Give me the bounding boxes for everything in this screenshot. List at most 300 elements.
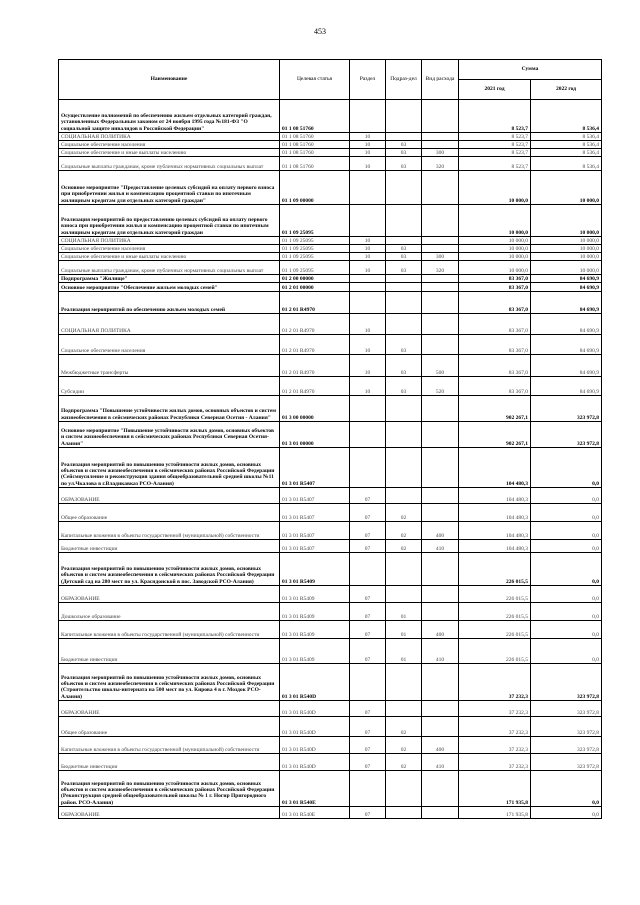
header-expense-type: Вид расхода <box>422 60 459 100</box>
row-sum-2021: 226 015,5 <box>459 586 531 603</box>
row-target-code: 01 1 08 51760 <box>280 157 350 171</box>
row-target-code: 01 3 01 R5407 <box>280 540 350 553</box>
table-row <box>59 807 602 819</box>
row-sum-2021: 83 367,0 <box>459 275 531 283</box>
row-subsection <box>386 275 422 283</box>
row-sum-2022: 8 536,4 <box>531 149 602 157</box>
row-subsection <box>386 701 422 717</box>
row-target-code: 01 3 01 R5409 <box>280 553 350 586</box>
row-sum-2021: 8 523,7 <box>459 141 531 149</box>
row-sum-2022: 8 536,4 <box>531 157 602 171</box>
row-section: 07 <box>350 621 386 639</box>
row-section <box>350 171 386 205</box>
table-row <box>59 253 602 261</box>
row-section <box>350 396 386 422</box>
row-section: 10 <box>350 335 386 355</box>
row-subsection <box>386 586 422 603</box>
row-expense-type: 300 <box>422 149 459 157</box>
row-sum-2022: 84 690,9 <box>531 335 602 355</box>
row-name: Основное мероприятие "Обеспечение жильем молодых семей" <box>59 283 280 292</box>
row-sum-2021: 10 000,0 <box>459 261 531 275</box>
row-expense-type <box>422 422 459 448</box>
header-target: Целевая статья <box>280 60 350 100</box>
row-expense-type <box>422 292 459 314</box>
row-subsection <box>386 488 422 504</box>
row-subsection <box>386 100 422 133</box>
row-section <box>350 664 386 701</box>
row-name: Основное мероприятие "Повышение устойчивости жилых домов, основных объектов и систем жизнеобеспечения в сейсмических районах Республики Северная Осетия-Алания" <box>59 422 280 448</box>
row-name: Капитальные вложения в объекты государственной (муниципальной) собственности <box>59 621 280 639</box>
row-sum-2022: 84 690,9 <box>531 283 602 292</box>
row-subsection <box>386 664 422 701</box>
row-target-code: 01 2 01 R4970 <box>280 335 350 355</box>
table-row <box>59 149 602 157</box>
row-name: Подпрограмма "Жилище" <box>59 275 280 283</box>
row-section: 10 <box>350 245 386 253</box>
row-section: 10 <box>350 355 386 377</box>
table-row <box>59 448 602 488</box>
row-section: 10 <box>350 253 386 261</box>
row-subsection <box>386 237 422 245</box>
row-name: ОБРАЗОВАНИЕ <box>59 488 280 504</box>
row-target-code: 01 1 08 51760 <box>280 149 350 157</box>
row-sum-2022: 323 972,8 <box>531 754 602 771</box>
row-sum-2021: 83 367,0 <box>459 355 531 377</box>
row-sum-2021: 104 480,3 <box>459 504 531 522</box>
row-target-code: 01 3 01 R540D <box>280 701 350 717</box>
row-section <box>350 771 386 807</box>
row-expense-type <box>422 603 459 621</box>
row-expense-type <box>422 245 459 253</box>
row-section <box>350 205 386 237</box>
row-sum-2021: 10 000,0 <box>459 253 531 261</box>
row-section <box>350 100 386 133</box>
row-target-code: 01 1 09 25095 <box>280 205 350 237</box>
row-section: 07 <box>350 717 386 737</box>
row-target-code: 01 3 01 R5407 <box>280 448 350 488</box>
row-name: Социальное обеспечение и иные выплаты населению <box>59 253 280 261</box>
row-sum-2022: 0,0 <box>531 488 602 504</box>
row-sum-2021: 37 232,3 <box>459 664 531 701</box>
row-section: 07 <box>350 737 386 754</box>
row-sum-2021: 902 267,1 <box>459 396 531 422</box>
row-subsection: 01 <box>386 639 422 664</box>
row-name: Дошкольное образование <box>59 603 280 621</box>
row-section: 07 <box>350 504 386 522</box>
row-expense-type: 320 <box>422 157 459 171</box>
row-name: Капитальные вложения в объекты государственной (муниципальной) собственности <box>59 737 280 754</box>
row-sum-2021: 8 523,7 <box>459 100 531 133</box>
row-expense-type <box>422 283 459 292</box>
row-target-code: 01 2 00 00000 <box>280 275 350 283</box>
row-sum-2022: 10 000,0 <box>531 171 602 205</box>
row-expense-type <box>422 488 459 504</box>
row-name: Социальные выплаты гражданам, кроме публичных нормативных социальных выплат <box>59 261 280 275</box>
row-subsection: 01 <box>386 603 422 621</box>
row-subsection <box>386 448 422 488</box>
row-sum-2022: 323 972,8 <box>531 701 602 717</box>
row-name: Реализация мероприятий по предоставлению целевых субсидий на оплату первого взноса при приобретении жилья и компенсацию процентной ставки по ипотечным жилищным кредитам для отдельных категорий граждан <box>59 205 280 237</box>
row-sum-2021: 8 523,7 <box>459 149 531 157</box>
row-sum-2021: 83 367,0 <box>459 283 531 292</box>
row-subsection: 03 <box>386 335 422 355</box>
row-sum-2022: 0,0 <box>531 586 602 603</box>
table-row <box>59 553 602 586</box>
row-name: Социальное обеспечение населения <box>59 245 280 253</box>
row-target-code: 01 3 01 R5407 <box>280 488 350 504</box>
row-subsection: 03 <box>386 157 422 171</box>
row-sum-2022: 10 000,0 <box>531 261 602 275</box>
row-subsection: 03 <box>386 245 422 253</box>
row-name: Общее образование <box>59 717 280 737</box>
row-target-code: 01 2 01 00000 <box>280 283 350 292</box>
row-name: Общее образование <box>59 504 280 522</box>
row-expense-type <box>422 717 459 737</box>
row-expense-type: 400 <box>422 621 459 639</box>
row-target-code: 01 1 08 51760 <box>280 100 350 133</box>
row-sum-2022: 323 972,8 <box>531 737 602 754</box>
table-row <box>59 205 602 237</box>
row-section: 07 <box>350 754 386 771</box>
row-expense-type <box>422 664 459 701</box>
row-subsection <box>386 396 422 422</box>
row-sum-2022: 0,0 <box>531 448 602 488</box>
row-target-code: 01 2 01 R4970 <box>280 292 350 314</box>
row-subsection <box>386 771 422 807</box>
row-sum-2021: 37 232,3 <box>459 737 531 754</box>
row-target-code: 01 3 01 R540E <box>280 807 350 819</box>
row-subsection <box>386 133 422 141</box>
row-sum-2021: 83 367,0 <box>459 335 531 355</box>
row-section: 10 <box>350 377 386 396</box>
table-row <box>59 586 602 603</box>
row-sum-2022: 10 000,0 <box>531 253 602 261</box>
table-row <box>59 355 602 377</box>
row-expense-type <box>422 396 459 422</box>
row-sum-2021: 171 935,8 <box>459 807 531 819</box>
row-sum-2022: 323 972,8 <box>531 422 602 448</box>
row-sum-2021: 8 523,7 <box>459 133 531 141</box>
row-section: 07 <box>350 807 386 819</box>
table-row <box>59 603 602 621</box>
header-year-2022: 2022 год <box>531 80 602 100</box>
row-section: 07 <box>350 701 386 717</box>
row-expense-type: 410 <box>422 754 459 771</box>
row-target-code: 01 1 09 25095 <box>280 261 350 275</box>
row-name: Социальное обеспечение населения <box>59 335 280 355</box>
row-expense-type <box>422 586 459 603</box>
table-row <box>59 237 602 245</box>
row-sum-2022: 8 536,4 <box>531 141 602 149</box>
row-target-code: 01 1 08 51760 <box>280 141 350 149</box>
row-sum-2022: 84 690,9 <box>531 292 602 314</box>
table-row <box>59 396 602 422</box>
table-row <box>59 171 602 205</box>
table-row <box>59 488 602 504</box>
row-expense-type <box>422 335 459 355</box>
row-subsection <box>386 171 422 205</box>
row-expense-type <box>422 237 459 245</box>
table-row <box>59 540 602 553</box>
row-sum-2021: 37 232,3 <box>459 754 531 771</box>
row-sum-2022: 0,0 <box>531 603 602 621</box>
row-name: ОБРАЗОВАНИЕ <box>59 701 280 717</box>
row-name: Подпрограмма "Повышение устойчивости жилых домов, основных объектов и систем жизнеобеспечения в сейсмических районах Республики Северная Осетия - Алания" <box>59 396 280 422</box>
row-section <box>350 553 386 586</box>
row-expense-type: 410 <box>422 540 459 553</box>
row-subsection: 03 <box>386 253 422 261</box>
row-sum-2022: 0,0 <box>531 807 602 819</box>
row-name: Субсидии <box>59 377 280 396</box>
row-subsection: 03 <box>386 141 422 149</box>
row-section: 10 <box>350 314 386 335</box>
row-section <box>350 275 386 283</box>
row-expense-type <box>422 448 459 488</box>
row-expense-type <box>422 553 459 586</box>
row-sum-2022: 0,0 <box>531 621 602 639</box>
table-row <box>59 141 602 149</box>
row-section: 10 <box>350 261 386 275</box>
row-target-code: 01 1 08 51760 <box>280 133 350 141</box>
table-row <box>59 701 602 717</box>
table-body <box>59 100 602 819</box>
row-sum-2021: 104 480,3 <box>459 522 531 540</box>
table-row <box>59 504 602 522</box>
row-section <box>350 422 386 448</box>
row-sum-2021: 10 000,0 <box>459 205 531 237</box>
row-name: Реализация мероприятий по обеспечению жильем молодых семей <box>59 292 280 314</box>
row-name: Осуществление полномочий по обеспечению жильем отдельных категорий граждан, установленных Федеральным законом от 24 ноября 1995 года №181-ФЗ "О социальной защите инвалидов в Российской Федерации" <box>59 100 280 133</box>
row-expense-type <box>422 171 459 205</box>
row-sum-2022: 0,0 <box>531 639 602 664</box>
row-sum-2021: 104 480,3 <box>459 448 531 488</box>
row-section: 07 <box>350 586 386 603</box>
row-subsection: 02 <box>386 522 422 540</box>
row-sum-2022: 84 690,9 <box>531 275 602 283</box>
row-sum-2021: 8 523,7 <box>459 157 531 171</box>
row-subsection: 02 <box>386 754 422 771</box>
table-row <box>59 771 602 807</box>
row-name: Межбюджетные трансферты <box>59 355 280 377</box>
row-name: СОЦИАЛЬНАЯ ПОЛИТИКА <box>59 133 280 141</box>
row-sum-2022: 10 000,0 <box>531 237 602 245</box>
row-target-code: 01 3 00 00000 <box>280 396 350 422</box>
table-row <box>59 621 602 639</box>
row-sum-2022: 0,0 <box>531 553 602 586</box>
row-expense-type <box>422 807 459 819</box>
row-name: Социальное обеспечение и иные выплаты населению <box>59 149 280 157</box>
row-target-code: 01 2 01 R4970 <box>280 377 350 396</box>
row-subsection: 02 <box>386 717 422 737</box>
row-sum-2021: 37 232,3 <box>459 701 531 717</box>
row-section <box>350 283 386 292</box>
row-expense-type: 300 <box>422 253 459 261</box>
row-sum-2021: 83 367,0 <box>459 314 531 335</box>
row-target-code: 01 3 01 R5409 <box>280 639 350 664</box>
table-row <box>59 522 602 540</box>
row-name: Бюджетные инвестиции <box>59 540 280 553</box>
table-row <box>59 245 602 253</box>
row-expense-type <box>422 141 459 149</box>
table-row <box>59 275 602 283</box>
row-sum-2022: 0,0 <box>531 540 602 553</box>
row-section: 07 <box>350 488 386 504</box>
row-section: 07 <box>350 639 386 664</box>
row-name: СОЦИАЛЬНАЯ ПОЛИТИКА <box>59 314 280 335</box>
row-subsection <box>386 314 422 335</box>
row-name: Капитальные вложения в объекты государственной (муниципальной) собственности <box>59 522 280 540</box>
row-name: Реализация мероприятий по повышению устойчивости жилых домов, основных объектов и систем жизнеобеспечения в сейсмических районах Российской Федерации (Строительство школы-интерната на 500 мест по ул. Кирова 4 в г. Моздок РСО-Алания) <box>59 664 280 701</box>
row-target-code: 01 3 01 R540D <box>280 717 350 737</box>
row-sum-2021: 83 367,0 <box>459 292 531 314</box>
row-name: ОБРАЗОВАНИЕ <box>59 807 280 819</box>
row-expense-type <box>422 133 459 141</box>
row-target-code: 01 3 01 R5409 <box>280 586 350 603</box>
table-row <box>59 283 602 292</box>
table-row <box>59 754 602 771</box>
row-target-code: 01 1 09 25095 <box>280 237 350 245</box>
row-expense-type: 520 <box>422 377 459 396</box>
row-sum-2021: 171 935,8 <box>459 771 531 807</box>
row-name: Бюджетные инвестиции <box>59 754 280 771</box>
row-sum-2021: 104 480,3 <box>459 488 531 504</box>
row-sum-2022: 323 972,8 <box>531 664 602 701</box>
row-subsection <box>386 292 422 314</box>
row-expense-type <box>422 504 459 522</box>
row-sum-2021: 226 015,5 <box>459 621 531 639</box>
row-target-code: 01 2 01 R4970 <box>280 314 350 335</box>
row-subsection: 03 <box>386 355 422 377</box>
table-row <box>59 639 602 664</box>
table-row <box>59 737 602 754</box>
row-sum-2022: 8 536,4 <box>531 133 602 141</box>
row-name: Социальные выплаты гражданам, кроме публичных нормативных социальных выплат <box>59 157 280 171</box>
row-target-code: 01 3 01 R540E <box>280 771 350 807</box>
row-subsection: 03 <box>386 149 422 157</box>
row-sum-2022: 84 690,9 <box>531 355 602 377</box>
row-subsection <box>386 807 422 819</box>
row-expense-type: 400 <box>422 522 459 540</box>
row-sum-2021: 10 000,0 <box>459 237 531 245</box>
row-subsection: 02 <box>386 540 422 553</box>
row-name: Реализация мероприятий по повышению устойчивости жилых домов, основных объектов и систем жизнеобеспечения в сейсмических районах Российской Федерации (Сейсмоусиление и реконструкция здания общеобразовательной средней школы №11 по ул.Чкалова в г.Владикавказ РСО-Алания) <box>59 448 280 488</box>
row-sum-2022: 0,0 <box>531 504 602 522</box>
row-sum-2021: 83 367,0 <box>459 377 531 396</box>
row-subsection <box>386 283 422 292</box>
budget-table <box>58 59 602 819</box>
header-section: Раздел <box>350 60 386 100</box>
header-sum: Сумма <box>459 60 602 80</box>
row-name: ОБРАЗОВАНИЕ <box>59 586 280 603</box>
row-expense-type <box>422 100 459 133</box>
row-sum-2021: 226 015,5 <box>459 603 531 621</box>
row-subsection <box>386 205 422 237</box>
row-section: 10 <box>350 141 386 149</box>
row-expense-type: 500 <box>422 355 459 377</box>
row-sum-2022: 323 972,8 <box>531 717 602 737</box>
row-sum-2022: 84 690,9 <box>531 377 602 396</box>
table-row <box>59 717 602 737</box>
row-name: Бюджетные инвестиции <box>59 639 280 664</box>
table-row <box>59 335 602 355</box>
row-section: 07 <box>350 540 386 553</box>
table-row <box>59 422 602 448</box>
row-subsection: 02 <box>386 504 422 522</box>
row-sum-2021: 10 000,0 <box>459 171 531 205</box>
row-section: 07 <box>350 522 386 540</box>
table-row <box>59 292 602 314</box>
row-target-code: 01 3 01 R5409 <box>280 621 350 639</box>
row-target-code: 01 1 09 25095 <box>280 245 350 253</box>
row-name: Реализация мероприятий по повышению устойчивости жилых домов, основных объектов и систем жизнеобеспечения в сейсмических районах Российской Федерации (Детский сад на 280 мест по ул. Красндонской в пос. Заводской РСО-Алания) <box>59 553 280 586</box>
row-sum-2022: 10 000,0 <box>531 205 602 237</box>
header-year-2021: 2021 год <box>459 80 531 100</box>
table-row <box>59 377 602 396</box>
row-section: 10 <box>350 157 386 171</box>
row-subsection: 03 <box>386 261 422 275</box>
row-section: 10 <box>350 149 386 157</box>
row-sum-2021: 902 267,1 <box>459 422 531 448</box>
row-target-code: 01 3 01 R540D <box>280 754 350 771</box>
row-target-code: 01 3 01 R5409 <box>280 603 350 621</box>
row-sum-2022: 323 972,8 <box>531 396 602 422</box>
row-sum-2021: 10 000,0 <box>459 245 531 253</box>
row-sum-2021: 104 480,3 <box>459 540 531 553</box>
row-name: СОЦИАЛЬНАЯ ПОЛИТИКА <box>59 237 280 245</box>
row-section: 10 <box>350 237 386 245</box>
row-subsection <box>386 553 422 586</box>
row-section <box>350 292 386 314</box>
row-expense-type <box>422 701 459 717</box>
row-sum-2022: 0,0 <box>531 522 602 540</box>
row-expense-type <box>422 314 459 335</box>
row-subsection <box>386 422 422 448</box>
row-sum-2022: 84 690,9 <box>531 314 602 335</box>
row-expense-type <box>422 275 459 283</box>
header-subsection: Подраз-дел <box>386 60 422 100</box>
row-expense-type: 410 <box>422 639 459 664</box>
page-number: 453 <box>314 27 326 36</box>
row-expense-type: 320 <box>422 261 459 275</box>
row-target-code: 01 3 01 R5407 <box>280 522 350 540</box>
row-target-code: 01 1 09 25095 <box>280 253 350 261</box>
row-sum-2021: 37 232,3 <box>459 717 531 737</box>
table-row <box>59 314 602 335</box>
row-target-code: 01 2 01 R4970 <box>280 355 350 377</box>
row-name: Основное мероприятие "Предоставление целевых субсидий на оплату первого взноса при приобретении жилья и компенсацию процентной ставки по ипотечным жилищным кредитам для отдельных категорий граждан" <box>59 171 280 205</box>
table-row <box>59 100 602 133</box>
row-section <box>350 448 386 488</box>
row-subsection: 02 <box>386 737 422 754</box>
table-row <box>59 133 602 141</box>
row-target-code: 01 1 09 00000 <box>280 171 350 205</box>
row-target-code: 01 3 01 R540D <box>280 737 350 754</box>
row-expense-type: 400 <box>422 737 459 754</box>
row-section: 07 <box>350 603 386 621</box>
row-expense-type <box>422 205 459 237</box>
row-section: 10 <box>350 133 386 141</box>
table-row <box>59 664 602 701</box>
table-row <box>59 261 602 275</box>
row-target-code: 01 3 01 R5407 <box>280 504 350 522</box>
row-target-code: 01 3 01 R540D <box>280 664 350 701</box>
header-name: Наименование <box>59 60 280 100</box>
row-sum-2022: 0,0 <box>531 771 602 807</box>
row-sum-2022: 8 536,4 <box>531 100 602 133</box>
row-expense-type <box>422 771 459 807</box>
row-name: Социальное обеспечение населения <box>59 141 280 149</box>
row-target-code: 01 3 01 00000 <box>280 422 350 448</box>
